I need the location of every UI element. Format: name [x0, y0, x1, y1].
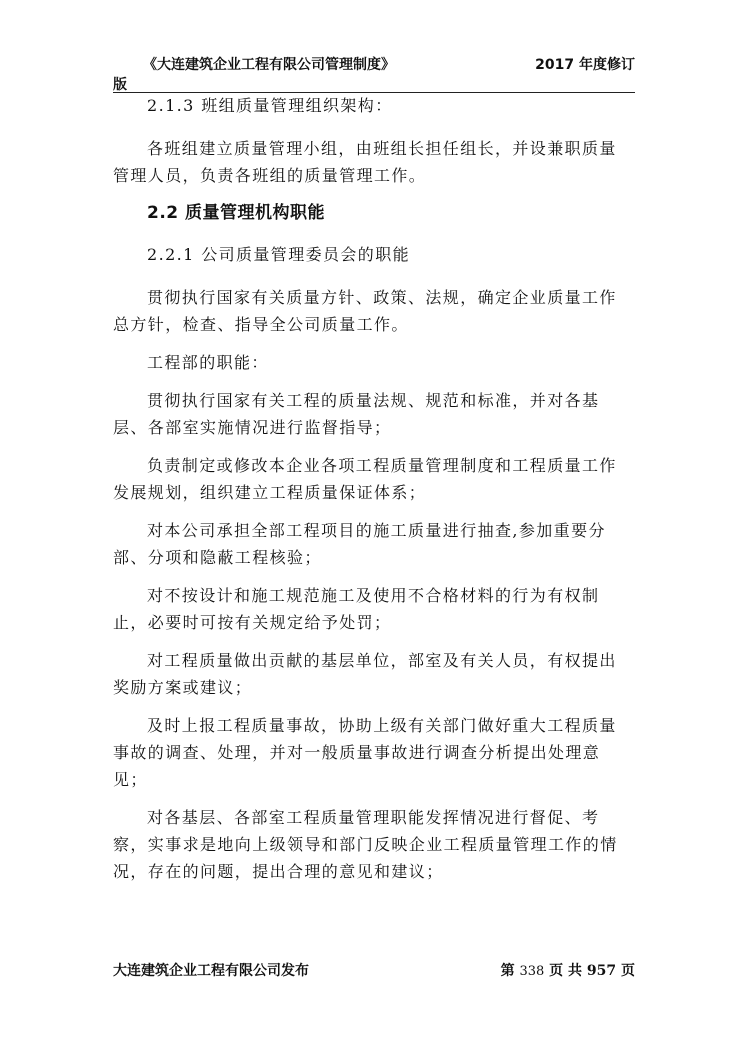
paragraph-committee-duty: 贯彻执行国家有关质量方针、政策、法规，确定企业质量工作总方针，检查、指导全公司质量工作。 — [113, 288, 617, 334]
paragraph-duty-1: 贯彻执行国家有关工程的质量法规、规范和标准，并对各基层、各部室实施情况进行监督指导； — [113, 391, 600, 437]
paragraph-duty-5: 对工程质量做出贡献的基层单位，部室及有关人员，有权提出奖励方案或建议； — [113, 651, 617, 697]
edition-label: 2017 年度修订 — [535, 57, 635, 73]
page-footer — [113, 960, 635, 982]
paragraph-duty-3: 对本公司承担全部工程项目的施工质量进行抽查,参加重要分部、分项和隐蔽工程核验； — [113, 521, 606, 567]
edition-label-wrap: 版 — [113, 77, 127, 93]
total-page-number: 957 — [586, 963, 617, 979]
publisher-label: 大连建筑企业工程有限公司发布 — [113, 963, 309, 979]
page-header — [113, 52, 635, 93]
page-mid: 页 共 — [549, 963, 583, 979]
paragraph-duty-2: 负责制定或修改本企业各项工程质量管理制度和工程质量工作发展规划，组织建立工程质量保证体系； — [113, 456, 617, 502]
page-prefix: 第 — [500, 963, 515, 979]
paragraph-duty-7: 对各基层、各部室工程质量管理职能发挥情况进行督促、考察，实事求是地向上级领导和部门反映企业工程质量管理工作的情况，存在的问题，提出合理的意见和建议； — [113, 808, 618, 881]
paragraph-duty-4: 对不按设计和施工规范施工及使用不合格材料的行为有权制止，必要时可按有关规定给予处罚； — [113, 586, 600, 632]
paragraph-engineering-dept-title: 工程部的职能： — [147, 353, 269, 372]
current-page-number: 338 — [519, 964, 545, 979]
paragraph-duty-6: 及时上报工程质量事故，协助上级有关部门做好重大工程质量事故的调查、处理，并对一般质量事故进行调查分析提出处理意见； — [113, 716, 617, 789]
document-body — [113, 92, 633, 896]
section-2-1-3-title: 2.1.3 班组质量管理组织架构： — [147, 96, 393, 115]
paragraph-team-quality-group: 各班组建立质量管理小组，由班组长担任组长，并设兼职质量管理人员，负责各班组的质量管理工作。 — [113, 139, 617, 185]
document-title: 《大连建筑企业工程有限公司管理制度》 — [143, 57, 395, 73]
page-number — [501, 960, 635, 980]
page-suffix: 页 — [621, 963, 635, 979]
section-2-2-heading: 2.2 质量管理机构职能 — [147, 203, 326, 223]
section-2-2-1-title: 2.2.1 公司质量管理委员会的职能 — [147, 245, 410, 264]
